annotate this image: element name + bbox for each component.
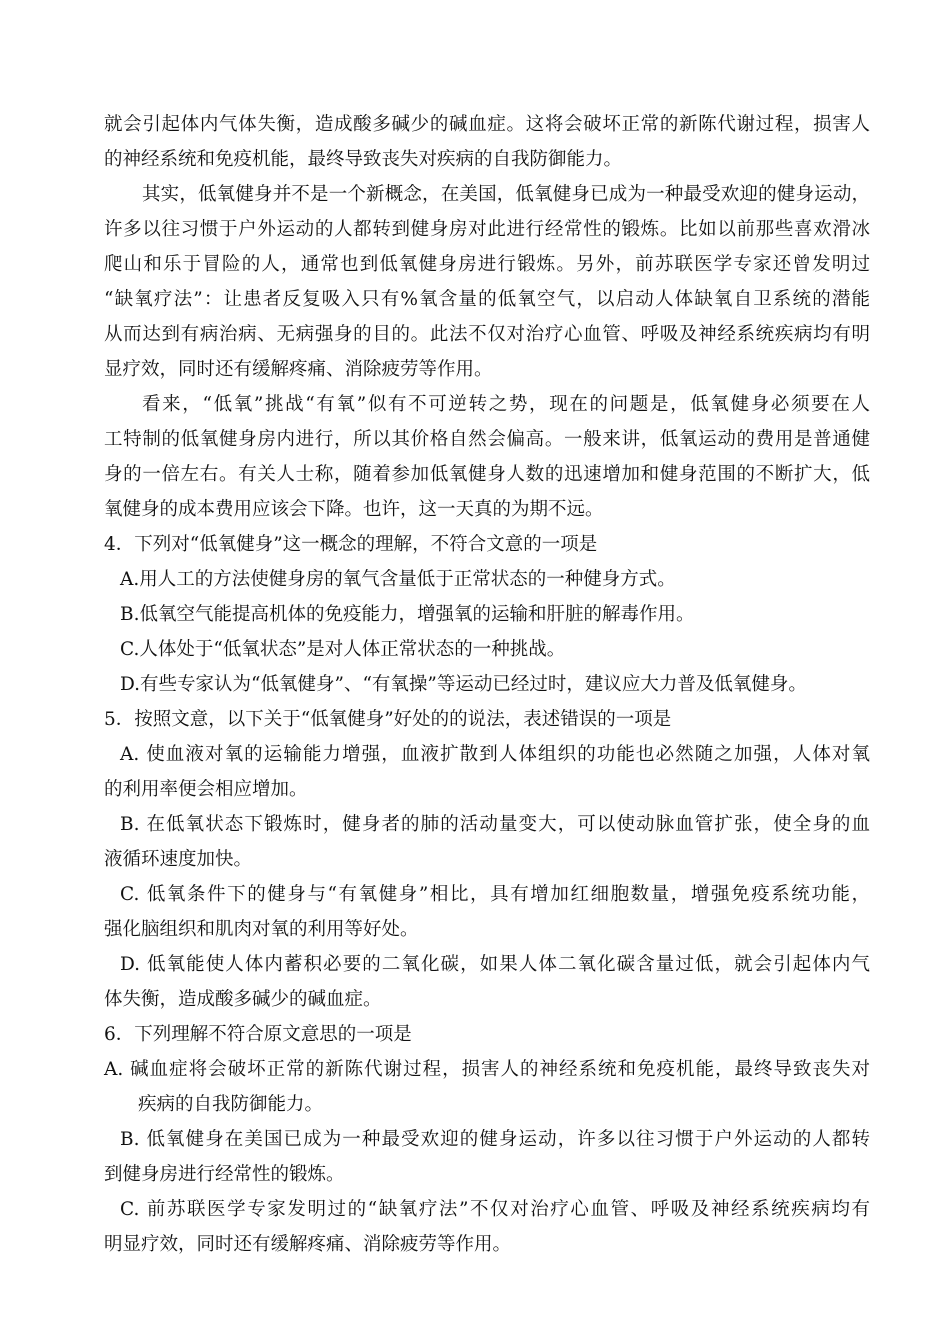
article-p2-line-4: “缺氧疗法”：让患者反复吸入只有%氧含量的低氧空气，以启动人体缺氧自卫系统的潜能 bbox=[104, 289, 870, 310]
article-p2-line-6: 显疗效，同时还有缓解疼痛、消除疲劳等作用。 bbox=[104, 359, 493, 380]
question-4-option-c: C.人体处于“低氧状态”是对人体正常状态的一种挑战。 bbox=[120, 639, 566, 660]
question-5-option-b-line-1: B. 在低氧状态下锻炼时，健身者的肺的活动量变大，可以使动脉血管扩张，使全身的血 bbox=[120, 814, 870, 835]
question-6-option-a-line-2: 疾病的自我防御能力。 bbox=[138, 1094, 324, 1115]
article-p1-line-1: 就会引起体内气体失衡，造成酸多碱少的碱血症。这将会破坏正常的新陈代谢过程，损害人 bbox=[104, 114, 870, 135]
question-6-option-b-line-2: 到健身房进行经常性的锻炼。 bbox=[104, 1164, 345, 1185]
question-6-option-b-line-1: B. 低氧健身在美国已成为一种最受欢迎的健身运动，许多以往习惯于户外运动的人都转 bbox=[120, 1129, 870, 1150]
question-6-stem: 6．下列理解不符合原文意思的一项是 bbox=[104, 1024, 412, 1045]
article-p3-line-1: 看来，“低氧”挑战“有氧”似有不可逆转之势，现在的问题是，低氧健身必须要在人 bbox=[142, 394, 870, 415]
question-5-option-a-line-1: A. 使血液对氧的运输能力增强，血液扩散到人体组织的功能也必然随之加强，人体对氧 bbox=[120, 744, 870, 765]
article-p1-line-2: 的神经系统和免疫机能，最终导致丧失对疾病的自我防御能力。 bbox=[104, 149, 623, 170]
question-4-option-a: A.用人工的方法使健身房的氧气含量低于正常状态的一种健身方式。 bbox=[120, 569, 676, 590]
article-p3-line-2: 工特制的低氧健身房内进行，所以其价格自然会偏高。一般来讲，低氧运动的费用是普通健 bbox=[104, 429, 870, 450]
question-4-stem: 4．下列对“低氧健身”这一概念的理解，不符合文意的一项是 bbox=[104, 534, 598, 555]
article-p2-line-2: 许多以往习惯于户外运动的人都转到健身房对此进行经常性的锻炼。比如以前那些喜欢滑冰 bbox=[104, 219, 870, 240]
article-p2-line-3: 爬山和乐于冒险的人，通常也到低氧健身房进行锻炼。另外，前苏联医学专家还曾发明过 bbox=[104, 254, 870, 275]
article-p3-line-3: 身的一倍左右。有关人士称，随着参加低氧健身人数的迅速增加和健身范围的不断扩大，低 bbox=[104, 464, 870, 485]
question-6-option-c-line-1: C. 前苏联医学专家发明过的“缺氧疗法”不仅对治疗心血管、呼吸及神经系统疾病均有 bbox=[120, 1199, 870, 1220]
question-6-option-a-line-1: A. 碱血症将会破坏正常的新陈代谢过程，损害人的神经系统和免疫机能，最终导致丧失对 bbox=[104, 1059, 870, 1080]
article-p2-line-5: 从而达到有病治病、无病强身的目的。此法不仅对治疗心血管、呼吸及神经系统疾病均有明 bbox=[104, 324, 870, 345]
article-p3-line-4: 氧健身的成本费用应该会下降。也许，这一天真的为期不远。 bbox=[104, 499, 604, 520]
article-p2-line-1: 其实，低氧健身并不是一个新概念，在美国，低氧健身已成为一种最受欢迎的健身运动， bbox=[142, 184, 870, 205]
question-5-option-b-line-2: 液循环速度加快。 bbox=[104, 849, 253, 870]
question-5-option-a-line-2: 的利用率便会相应增加。 bbox=[104, 779, 308, 800]
question-5-option-d-line-2: 体失衡，造成酸多碱少的碱血症。 bbox=[104, 989, 382, 1010]
question-5-option-c-line-2: 强化脑组织和肌肉对氧的利用等好处。 bbox=[104, 919, 419, 940]
question-5-stem: 5．按照文意，以下关于“低氧健身”好处的的说法，表述错误的一项是 bbox=[104, 709, 672, 730]
question-5-option-c-line-1: C. 低氧条件下的健身与“有氧健身”相比，具有增加红细胞数量，增强免疫系统功能， bbox=[120, 884, 870, 905]
question-6-option-c-line-2: 明显疗效，同时还有缓解疼痛、消除疲劳等作用。 bbox=[104, 1234, 512, 1255]
question-5-option-d-line-1: D. 低氧能使人体内蓄积必要的二氧化碳，如果人体二氧化碳含量过低，就会引起体内气 bbox=[120, 954, 870, 975]
question-4-option-b: B.低氧空气能提高机体的免疫能力，增强氧的运输和肝脏的解毒作用。 bbox=[120, 604, 695, 625]
question-4-option-d: D.有些专家认为“低氧健身”、“有氧操”等运动已经过时，建议应大力普及低氧健身。 bbox=[120, 674, 807, 695]
